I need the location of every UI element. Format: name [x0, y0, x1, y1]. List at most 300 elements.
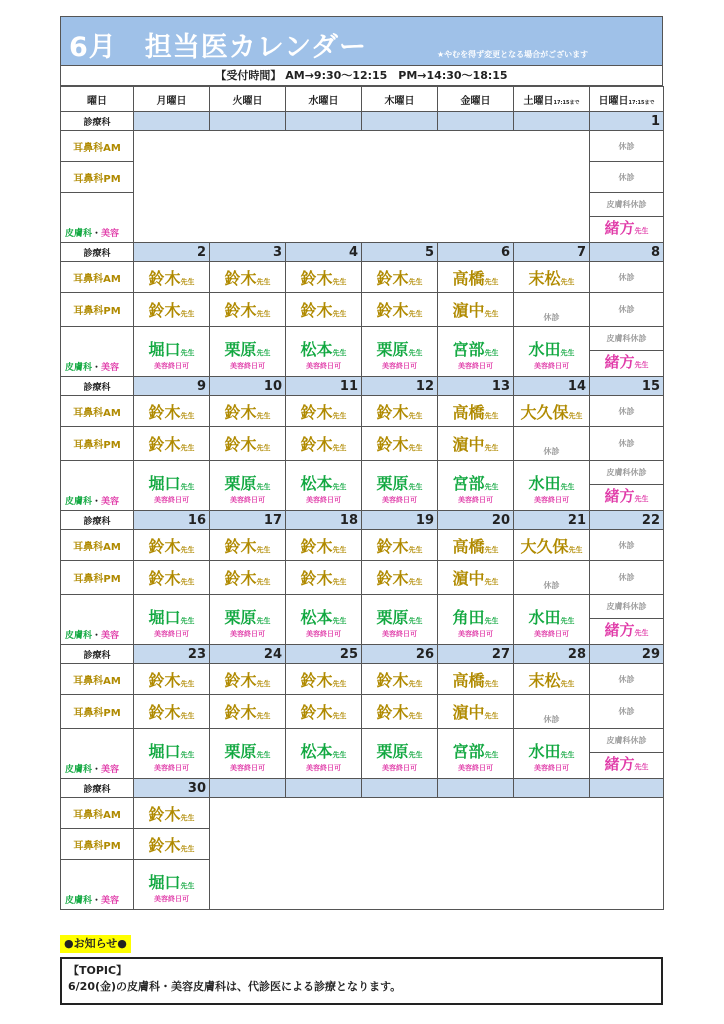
beauty-allday-note: 美容終日可 [154, 894, 189, 903]
date-cell [362, 645, 438, 664]
sensei-suffix: 先生 [484, 712, 499, 720]
doctor-cell [210, 530, 286, 561]
date-number: 9 [196, 378, 206, 394]
closed-text: 休診 [618, 707, 635, 716]
closed-cell [514, 293, 590, 327]
date-cell [514, 779, 590, 798]
doctor-cell [362, 530, 438, 561]
date-cell [514, 645, 590, 664]
doctor-name: 高橋 [452, 268, 485, 288]
doctor-name: 大久保 [520, 536, 569, 556]
date-cell [210, 377, 286, 396]
row-label-text: 耳鼻科PM [73, 840, 121, 852]
doctor-name: 末松 [528, 268, 561, 288]
doctor-name: 鈴木 [224, 569, 257, 588]
sensei-suffix: 先生 [332, 411, 347, 420]
weekday-header-cell [210, 87, 286, 112]
closed-text: 休診 [543, 581, 560, 590]
date-number: 22 [641, 512, 660, 528]
derm-closed-text: 皮膚科休診 [606, 736, 647, 745]
closed-text: 休診 [618, 141, 635, 151]
derm-doctor-cell [514, 461, 590, 511]
doctor-name: 鈴木 [376, 670, 409, 690]
sensei-suffix: 先生 [408, 616, 423, 625]
closed-cell [590, 131, 664, 162]
derm-doctor-cell [286, 327, 362, 377]
derm-doctor-cell [286, 461, 362, 511]
ear-pm-label [61, 561, 134, 595]
derm-label-b: 美容 [101, 229, 120, 239]
doctor-name: 鈴木 [376, 268, 409, 288]
derm-doctor-cell [210, 595, 286, 645]
date-cell [514, 511, 590, 530]
ear-pm-row [61, 695, 664, 729]
date-number: 11 [339, 378, 358, 394]
derm-label-a: 皮膚科 [65, 229, 93, 239]
weekday-label: 火曜日 [232, 95, 263, 107]
doctor-name: 鈴木 [148, 569, 181, 588]
doctor-name: 栗原 [376, 339, 409, 359]
doctor-name: 栗原 [224, 473, 257, 493]
date-cell [286, 645, 362, 664]
sensei-suffix: 先生 [484, 545, 499, 554]
ear-am-label [61, 262, 134, 293]
date-number: 21 [567, 512, 586, 528]
section-label [61, 779, 134, 798]
derm-row [61, 729, 664, 779]
date-cell [134, 645, 210, 664]
beauty-allday-note: 美容終日可 [458, 763, 493, 772]
derm-doctor-cell [438, 327, 514, 377]
doctor-cell [210, 664, 286, 695]
date-number: 25 [339, 646, 358, 662]
closed-cell [590, 561, 664, 595]
doctor-cell [210, 396, 286, 427]
doctor-name: 鈴木 [224, 536, 257, 556]
row-label-text: 耳鼻科PM [73, 306, 121, 317]
sensei-suffix: 先生 [408, 545, 423, 554]
sensei-suffix: 先生 [180, 482, 195, 491]
beauty-allday-note: 美容終日可 [154, 495, 189, 504]
doctor-name: 鈴木 [224, 670, 257, 690]
derm-label-b: 美容 [101, 363, 120, 373]
date-cell [286, 243, 362, 262]
doctor-cell [134, 262, 210, 293]
doctor-name: 栗原 [376, 607, 409, 627]
beauty-allday-note: 美容終日可 [230, 763, 265, 772]
beauty-allday-note: 美容終日可 [382, 361, 417, 370]
sensei-suffix: 先生 [484, 277, 499, 286]
ear-am-row [61, 396, 664, 427]
sensei-suffix: 先生 [180, 712, 195, 720]
doctor-cell [514, 396, 590, 427]
date-cell [590, 243, 664, 262]
section-label [61, 243, 134, 262]
doctor-cell [286, 530, 362, 561]
sensei-suffix: 先生 [408, 310, 423, 318]
ear-am-label [61, 131, 134, 162]
ear-pm-label [61, 162, 134, 193]
derm-doctor-cell [286, 595, 362, 645]
closed-cell [590, 162, 664, 193]
news-tag: ●お知らせ● [60, 935, 131, 953]
weekday-header-cell [61, 87, 134, 112]
sensei-suffix: 先生 [180, 277, 195, 286]
derm-doctor-cell [362, 327, 438, 377]
ear-am-label [61, 396, 134, 427]
date-number: 28 [567, 646, 586, 662]
section-label-text: 診療科 [83, 117, 111, 128]
doctor-calendar [60, 16, 663, 910]
row-label-text: 耳鼻科AM [73, 675, 121, 687]
doctor-cell [362, 427, 438, 461]
closed-text: 休診 [543, 447, 560, 456]
ear-am-label [61, 530, 134, 561]
date-number: 16 [187, 512, 206, 528]
beauty-allday-note: 美容終日可 [458, 629, 493, 638]
derm-closed-text: 皮膚科休診 [606, 334, 647, 343]
derm-label [61, 729, 134, 779]
doctor-name: 大久保 [520, 402, 569, 422]
doctor-name: 堀口 [148, 872, 181, 892]
schedule-table [60, 86, 664, 910]
sensei-suffix: 先生 [256, 750, 271, 759]
doctor-name: 鈴木 [224, 435, 257, 454]
date-number: 2 [196, 244, 206, 260]
weekday-label: 水曜日 [308, 95, 339, 107]
date-number: 19 [415, 512, 434, 528]
closed-text: 休診 [618, 406, 635, 416]
sensei-suffix: 先生 [256, 310, 271, 318]
beauty-allday-note: 美容終日可 [306, 361, 341, 370]
closed-cell [514, 695, 590, 729]
section-label-text: 診療科 [83, 784, 111, 795]
date-cell [438, 377, 514, 396]
doctor-cell [134, 427, 210, 461]
derm-closed-text: 皮膚科休診 [606, 468, 647, 477]
doctor-name: 緒方 [604, 219, 635, 237]
doctor-cell [134, 293, 210, 327]
doctor-cell [286, 293, 362, 327]
row-label-text: 耳鼻科PM [73, 173, 121, 185]
doctor-name: 濵中 [452, 703, 485, 722]
derm-closed-text: 皮膚科休診 [606, 602, 647, 611]
doctor-name: 宮部 [452, 339, 485, 359]
doctor-name: 松本 [300, 741, 333, 761]
doctor-name: 水田 [528, 607, 561, 627]
doctor-cell [438, 262, 514, 293]
date-cell [210, 779, 286, 798]
derm-doctor-cell [134, 729, 210, 779]
beauty-allday-note: 美容終日可 [230, 361, 265, 370]
doctor-name: 鈴木 [224, 402, 257, 422]
sensei-suffix: 先生 [332, 310, 347, 318]
doctor-cell [362, 293, 438, 327]
closed-cell [590, 664, 664, 695]
doctor-name: 濵中 [452, 301, 485, 320]
sensei-suffix: 先生 [484, 348, 499, 357]
sensei-suffix: 先生 [408, 482, 423, 491]
derm-label-sep: ・ [92, 765, 102, 775]
doctor-name: 鈴木 [224, 268, 257, 288]
date-cell [590, 377, 664, 396]
doctor-cell [286, 396, 362, 427]
doctor-name: 鈴木 [300, 402, 333, 422]
doctor-name: 鈴木 [148, 536, 181, 556]
doctor-name: 鈴木 [376, 301, 409, 320]
row-label-text: 耳鼻科PM [73, 440, 121, 451]
date-number: 29 [641, 646, 660, 662]
sensei-suffix: 先生 [484, 750, 499, 759]
row-label-text: 耳鼻科AM [73, 541, 121, 553]
date-cell [438, 511, 514, 530]
section-label [61, 511, 134, 530]
doctor-name: 緒方 [604, 487, 635, 505]
date-cell [514, 243, 590, 262]
sensei-suffix: 先生 [180, 578, 195, 586]
sensei-suffix: 先生 [332, 750, 347, 759]
closed-text: 休診 [618, 674, 635, 684]
doctor-cell [438, 561, 514, 595]
doctor-name: 高橋 [452, 402, 485, 422]
ear-pm-label [61, 829, 134, 860]
sensei-suffix: 先生 [256, 712, 271, 720]
sensei-suffix: 先生 [256, 679, 271, 688]
derm-label-a: 皮膚科 [65, 896, 93, 906]
doctor-cell [438, 427, 514, 461]
derm-closed-text: 皮膚科休診 [606, 200, 647, 209]
derm-doctor-cell [134, 595, 210, 645]
sensei-suffix: 先生 [484, 679, 499, 688]
beauty-allday-note: 美容終日可 [230, 629, 265, 638]
week-date-row [61, 779, 664, 798]
topic-box [60, 957, 663, 1005]
beauty-allday-note: 美容終日可 [534, 495, 569, 504]
date-cell [286, 377, 362, 396]
date-cell [210, 112, 286, 131]
doctor-cell [514, 530, 590, 561]
derm-doctor-cell [210, 461, 286, 511]
ear-am-label [61, 798, 134, 829]
doctor-name: 堀口 [148, 473, 181, 493]
derm-row [61, 595, 664, 645]
sensei-suffix: 先生 [634, 495, 649, 503]
sensei-suffix: 先生 [560, 277, 575, 286]
date-cell [362, 377, 438, 396]
derm-row [61, 461, 664, 511]
doctor-name: 角田 [452, 607, 485, 627]
weekday-label: 曜日 [87, 95, 107, 107]
weekday-header-cell [134, 87, 210, 112]
sunday-derm-cell [590, 461, 664, 511]
sensei-suffix: 先生 [484, 411, 499, 420]
derm-label [61, 860, 134, 910]
doctor-name: 鈴木 [148, 268, 181, 288]
ear-pm-label [61, 293, 134, 327]
sensei-suffix: 先生 [256, 616, 271, 625]
ear-am-row [61, 798, 664, 829]
sunday-derm-cell [590, 595, 664, 645]
row-label-text: 耳鼻科PM [73, 708, 121, 719]
sunday-derm-cell [590, 327, 664, 377]
date-number: 30 [187, 780, 206, 796]
doctor-name: 高橋 [452, 536, 485, 556]
doctor-name: 栗原 [224, 741, 257, 761]
row-label-text: 耳鼻科AM [73, 142, 121, 154]
doctor-name: 鈴木 [148, 835, 181, 855]
date-cell [134, 243, 210, 262]
date-cell [438, 779, 514, 798]
sensei-suffix: 先生 [560, 348, 575, 357]
doctor-name: 堀口 [148, 339, 181, 359]
closed-text: 休診 [543, 715, 560, 724]
doctor-cell [286, 695, 362, 729]
derm-doctor-cell [514, 729, 590, 779]
doctor-name: 鈴木 [300, 268, 333, 288]
beauty-allday-note: 美容終日可 [154, 361, 189, 370]
derm-label-sep: ・ [92, 229, 102, 239]
date-cell [286, 112, 362, 131]
beauty-allday-note: 美容終日可 [306, 763, 341, 772]
sunday-derm-cell [590, 729, 664, 779]
section-label-text: 診療科 [83, 650, 111, 661]
date-cell [210, 243, 286, 262]
row-label-text: 耳鼻科AM [73, 809, 121, 821]
date-number: 17 [263, 512, 282, 528]
doctor-name: 水田 [528, 473, 561, 493]
derm-doctor-cell [438, 729, 514, 779]
sensei-suffix: 先生 [180, 444, 195, 452]
section-label [61, 645, 134, 664]
closed-cell [590, 427, 664, 461]
sensei-suffix: 先生 [408, 679, 423, 688]
weekday-header-row [61, 87, 664, 112]
doctor-name: 鈴木 [300, 703, 333, 722]
doctor-cell [210, 427, 286, 461]
date-cell [514, 377, 590, 396]
sensei-suffix: 先生 [180, 750, 195, 759]
sensei-suffix: 先生 [560, 616, 575, 625]
date-cell [134, 112, 210, 131]
sensei-suffix: 先生 [332, 578, 347, 586]
sensei-suffix: 先生 [408, 348, 423, 357]
doctor-name: 鈴木 [376, 435, 409, 454]
derm-doctor-cell [286, 729, 362, 779]
derm-doctor-cell [362, 729, 438, 779]
closed-text: 休診 [543, 313, 560, 322]
doctor-name: 鈴木 [148, 435, 181, 454]
sensei-suffix: 先生 [180, 844, 195, 853]
beauty-allday-note: 美容終日可 [382, 495, 417, 504]
closed-cell [514, 427, 590, 461]
ear-am-row [61, 664, 664, 695]
doctor-cell [134, 530, 210, 561]
derm-label-b: 美容 [101, 765, 120, 775]
date-cell [590, 112, 664, 131]
date-cell [210, 645, 286, 664]
sensei-suffix: 先生 [634, 227, 649, 235]
derm-label-a: 皮膚科 [65, 363, 93, 373]
date-cell [590, 511, 664, 530]
weekday-header-cell [438, 87, 514, 112]
section-label [61, 112, 134, 131]
weekday-label: 土曜日 [523, 95, 554, 107]
derm-label-sep: ・ [92, 497, 102, 507]
doctor-name: 高橋 [452, 670, 485, 690]
derm-label-sep: ・ [92, 896, 102, 906]
sensei-suffix: 先生 [332, 712, 347, 720]
ear-am-row [61, 530, 664, 561]
date-cell [438, 112, 514, 131]
ear-pm-row [61, 427, 664, 461]
doctor-cell [438, 530, 514, 561]
closed-text: 休診 [618, 573, 635, 582]
doctor-cell [438, 396, 514, 427]
doctor-name: 末松 [528, 670, 561, 690]
doctor-name: 鈴木 [148, 301, 181, 320]
date-number: 12 [415, 378, 434, 394]
doctor-name: 堀口 [148, 741, 181, 761]
doctor-name: 松本 [300, 473, 333, 493]
derm-label-b: 美容 [101, 497, 120, 507]
beauty-allday-note: 美容終日可 [382, 763, 417, 772]
date-cell [438, 243, 514, 262]
date-cell [210, 511, 286, 530]
sensei-suffix: 先生 [256, 482, 271, 491]
week-date-row [61, 243, 664, 262]
sensei-suffix: 先生 [484, 578, 499, 586]
sensei-suffix: 先生 [180, 545, 195, 554]
beauty-allday-note: 美容終日可 [306, 495, 341, 504]
ear-am-label [61, 664, 134, 695]
beauty-allday-note: 美容終日可 [306, 629, 341, 638]
doctor-cell [286, 561, 362, 595]
page-title: 6月 担当医カレンダー [69, 32, 368, 63]
sensei-suffix: 先生 [332, 616, 347, 625]
derm-label-sep: ・ [92, 631, 102, 641]
closed-text: 休診 [618, 439, 635, 448]
date-cell [286, 779, 362, 798]
date-cell [286, 511, 362, 530]
week-date-row [61, 112, 664, 131]
section-label-text: 診療科 [83, 382, 111, 393]
doctor-name: 緒方 [604, 353, 635, 371]
doctor-cell [286, 427, 362, 461]
doctor-cell [134, 664, 210, 695]
weekday-hours-note: 17:15まで [628, 99, 655, 106]
beauty-allday-note: 美容終日可 [534, 629, 569, 638]
doctor-cell [134, 829, 210, 860]
doctor-name: 松本 [300, 339, 333, 359]
date-number: 5 [424, 244, 434, 260]
doctor-cell [362, 695, 438, 729]
empty-days-block [210, 798, 664, 910]
weekday-label: 日曜日 [598, 95, 629, 107]
doctor-cell [362, 664, 438, 695]
doctor-name: 鈴木 [376, 569, 409, 588]
sensei-suffix: 先生 [408, 444, 423, 452]
sensei-suffix: 先生 [560, 750, 575, 759]
sensei-suffix: 先生 [568, 411, 583, 420]
row-label-text: 耳鼻科AM [73, 273, 121, 285]
doctor-name: 鈴木 [300, 569, 333, 588]
date-number: 24 [263, 646, 282, 662]
beauty-allday-note: 美容終日可 [534, 361, 569, 370]
ear-pm-row [61, 561, 664, 595]
beauty-allday-note: 美容終日可 [230, 495, 265, 504]
doctor-cell [438, 695, 514, 729]
date-number: 3 [272, 244, 282, 260]
